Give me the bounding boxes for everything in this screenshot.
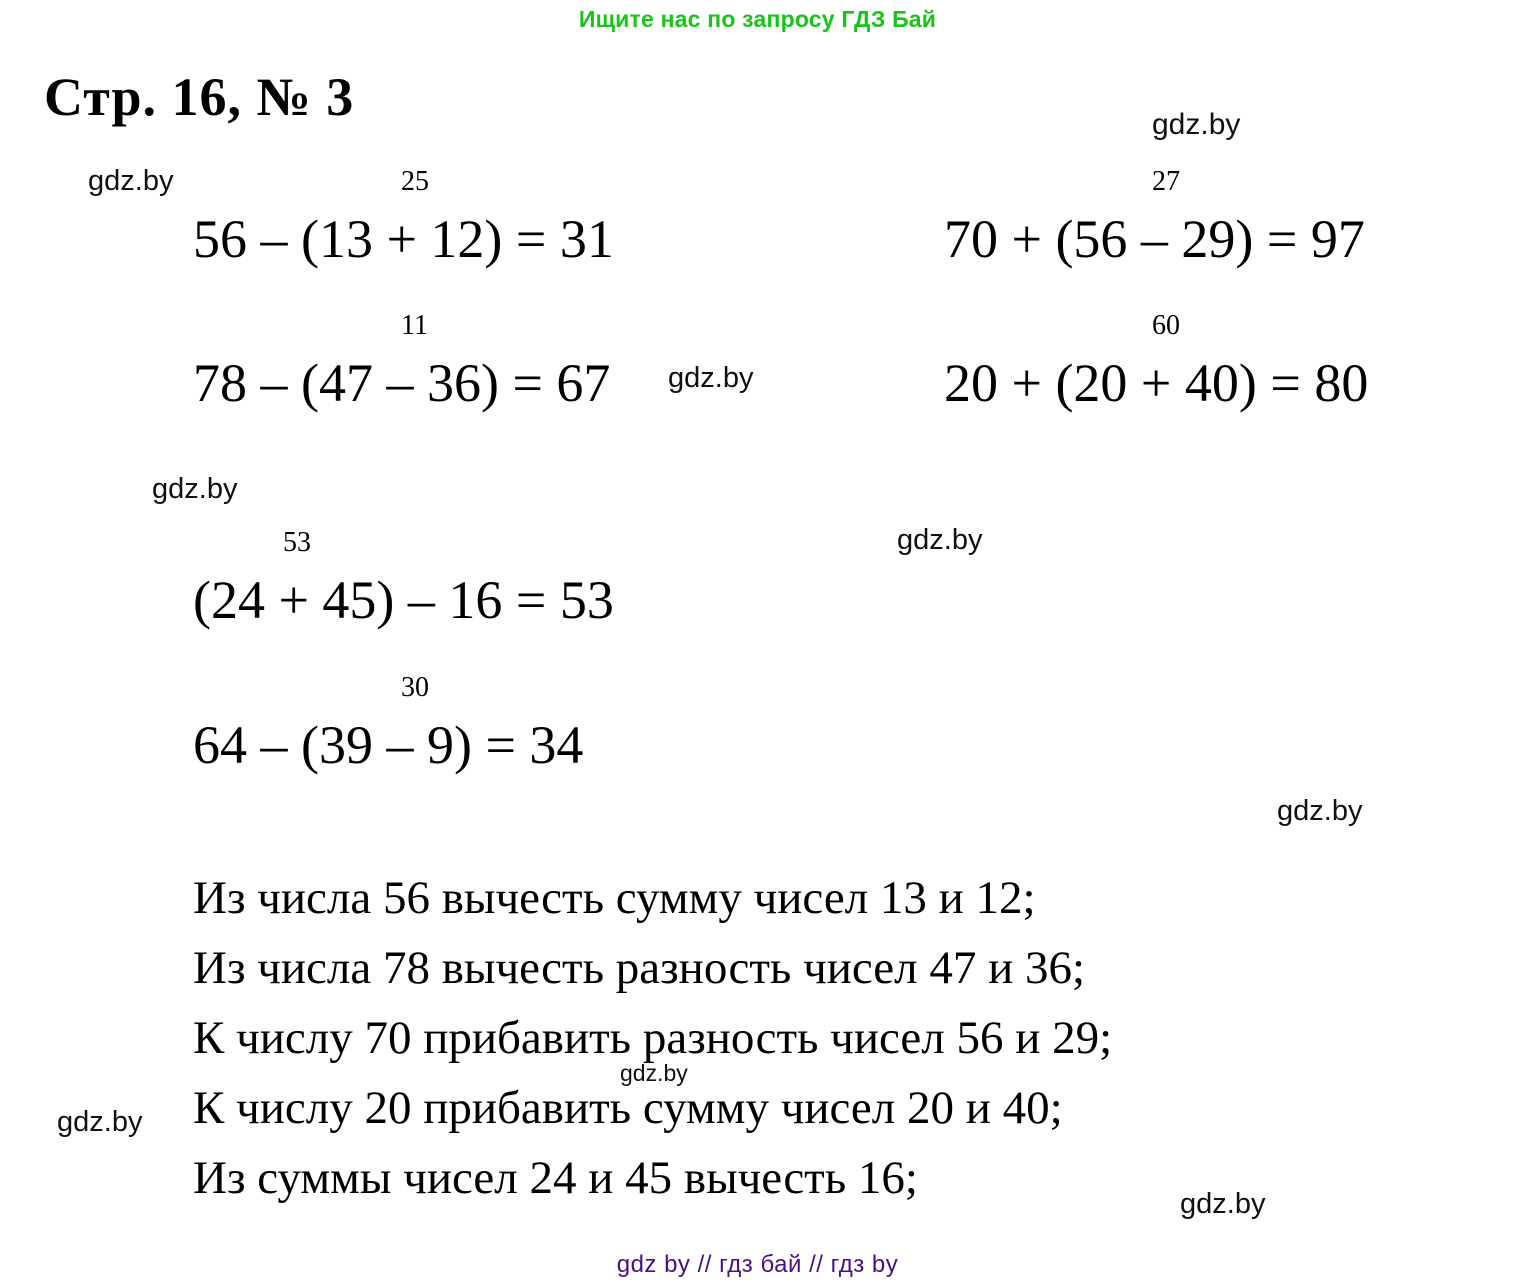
math-expression-3 bbox=[193, 310, 611, 413]
intermediate-result-2: 27 bbox=[1152, 166, 1180, 197]
task-sentence-2: Из числа 78 вычесть разность чисел 47 и 36; bbox=[193, 942, 1086, 994]
expression-text-3: 78 – (47 – 36) = 67 bbox=[193, 353, 611, 413]
task-sentence-list bbox=[193, 863, 1393, 1213]
task-sentence-5: Из суммы чисел 24 и 45 вычесть 16; bbox=[193, 1152, 918, 1204]
page-title: Стр. 16, № 3 bbox=[44, 67, 355, 127]
footer-links: gdz by // гдз бай // гдз by bbox=[616, 1251, 899, 1278]
math-expression-2 bbox=[944, 166, 1365, 269]
intermediate-result-4: 60 bbox=[1152, 310, 1180, 341]
watermark-3: gdz.by bbox=[668, 362, 754, 394]
watermark-7: gdz.by bbox=[620, 1060, 688, 1086]
promo-banner: Ищите нас по запросу ГДЗ Бай bbox=[578, 6, 937, 32]
math-expression-4 bbox=[944, 310, 1369, 413]
watermark-9: gdz.by bbox=[1180, 1188, 1266, 1220]
expression-text-5: (24 + 45) – 16 = 53 bbox=[193, 570, 614, 630]
expression-text-1: 56 – (13 + 12) = 31 bbox=[193, 209, 614, 269]
task-sentence-1: Из числа 56 вычесть сумму чисел 13 и 12; bbox=[193, 872, 1036, 924]
task-sentence-4: К числу 20 прибавить сумму чисел 20 и 40; bbox=[193, 1082, 1063, 1134]
intermediate-result-1: 25 bbox=[401, 166, 429, 197]
expression-text-4: 20 + (20 + 40) = 80 bbox=[944, 353, 1369, 413]
intermediate-result-3: 11 bbox=[401, 310, 428, 341]
expression-text-2: 70 + (56 – 29) = 97 bbox=[944, 209, 1365, 269]
watermark-4: gdz.by bbox=[152, 473, 238, 505]
watermark-2: gdz.by bbox=[1152, 108, 1241, 141]
watermark-1: gdz.by bbox=[88, 165, 174, 197]
math-expression-1 bbox=[193, 166, 614, 269]
task-sentence-3: К числу 70 прибавить разность чисел 56 и 29; bbox=[193, 1012, 1113, 1064]
expression-text-6: 64 – (39 – 9) = 34 bbox=[193, 715, 584, 775]
watermark-5: gdz.by bbox=[897, 524, 983, 556]
intermediate-result-5: 53 bbox=[283, 527, 311, 558]
math-expression-5 bbox=[193, 527, 614, 630]
watermark-8: gdz.by bbox=[57, 1106, 143, 1138]
watermark-6: gdz.by bbox=[1277, 795, 1363, 827]
math-expression-6 bbox=[193, 672, 584, 775]
intermediate-result-6: 30 bbox=[401, 672, 429, 703]
